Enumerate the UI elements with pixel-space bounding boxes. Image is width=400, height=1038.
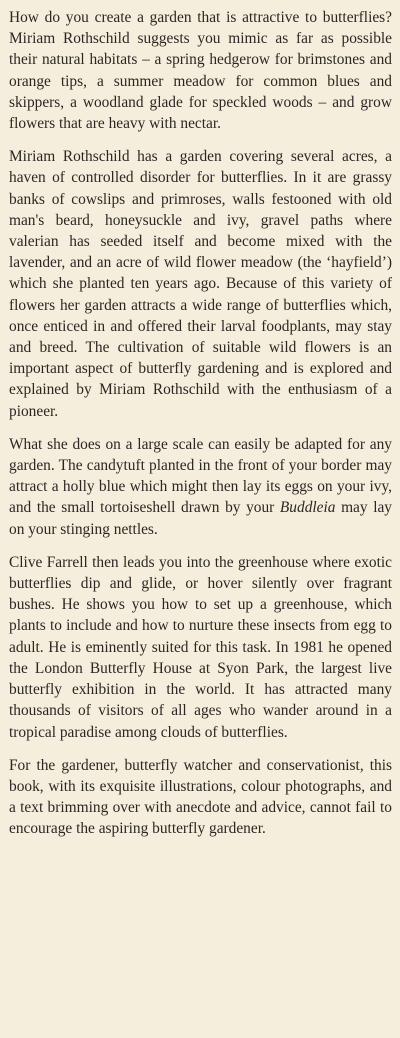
paragraph-small-scale-text-end: may lay on your stinging nettles. xyxy=(9,499,392,538)
paragraph-rothschild-garden: Miriam Rothschild has a garden covering several acres, a haven of controlled disorder for butterflies. In it are grassy banks of cowslips and primroses, walls festooned with old man's beard, honeysuckle and ivy, gravel paths where valerian has seeded itself and become mixed with the lavender, and an acre of wild flower meadow (the ‘hayfield’) which she planted ten years ago. Because of this variety of flowers her garden attracts a wide range of butterflies which, once enticed in and offered their larval foodplants, may stay and breed. The cultivation of suitable wild flowers is an important aspect of butterfly gardening and is explored and explained by Miriam Rothschild with the enthusiasm of a pioneer. xyxy=(9,148,392,420)
paragraph-greenhouse: Clive Farrell then leads you into the greenhouse where exotic butterflies dip and glide, or hover silently over fragrant bushes. He shows you how to set up a greenhouse, which plants to include and how to nurture these insects from egg to adult. He is eminently suited for this task. In 1981 he opened the London Butterfly House at Syon Park, the largest live butterfly exhibition in the world. It has attracted many thousands of visitors of all ages who wander around in a tropical paradise among clouds of butterflies. xyxy=(9,553,392,741)
paragraph-small-scale-text-start: What she does on a large scale can easily be adapted for any garden. The candytuft planted in the front of your border may attract a holly blue which might then lay its eggs on your ivy, and the small tortoiseshell drawn by your xyxy=(9,435,392,517)
paragraph-closing: For the gardener, butterfly watcher and conservationist, this book, with its exquisite illustrations, colour photographs, and a text brimming over with anecdote and advice, cannot fail to encourage the aspiring butterfly gardener. xyxy=(9,756,392,838)
paragraph-small-scale xyxy=(9,434,392,540)
paragraph-intro: How do you create a garden that is attractive to butterflies? Miriam Rothschild suggests you mimic as far as possible their natural habitats – a spring hedgerow for brimstones and orange tips, a summer meadow for common blues and skippers, a woodland glade for speckled woods – and grow flowers that are heavy with nectar. xyxy=(9,9,392,133)
buddleia-italic-term: Buddleia xyxy=(279,499,336,517)
blurb-text-column xyxy=(9,7,392,840)
